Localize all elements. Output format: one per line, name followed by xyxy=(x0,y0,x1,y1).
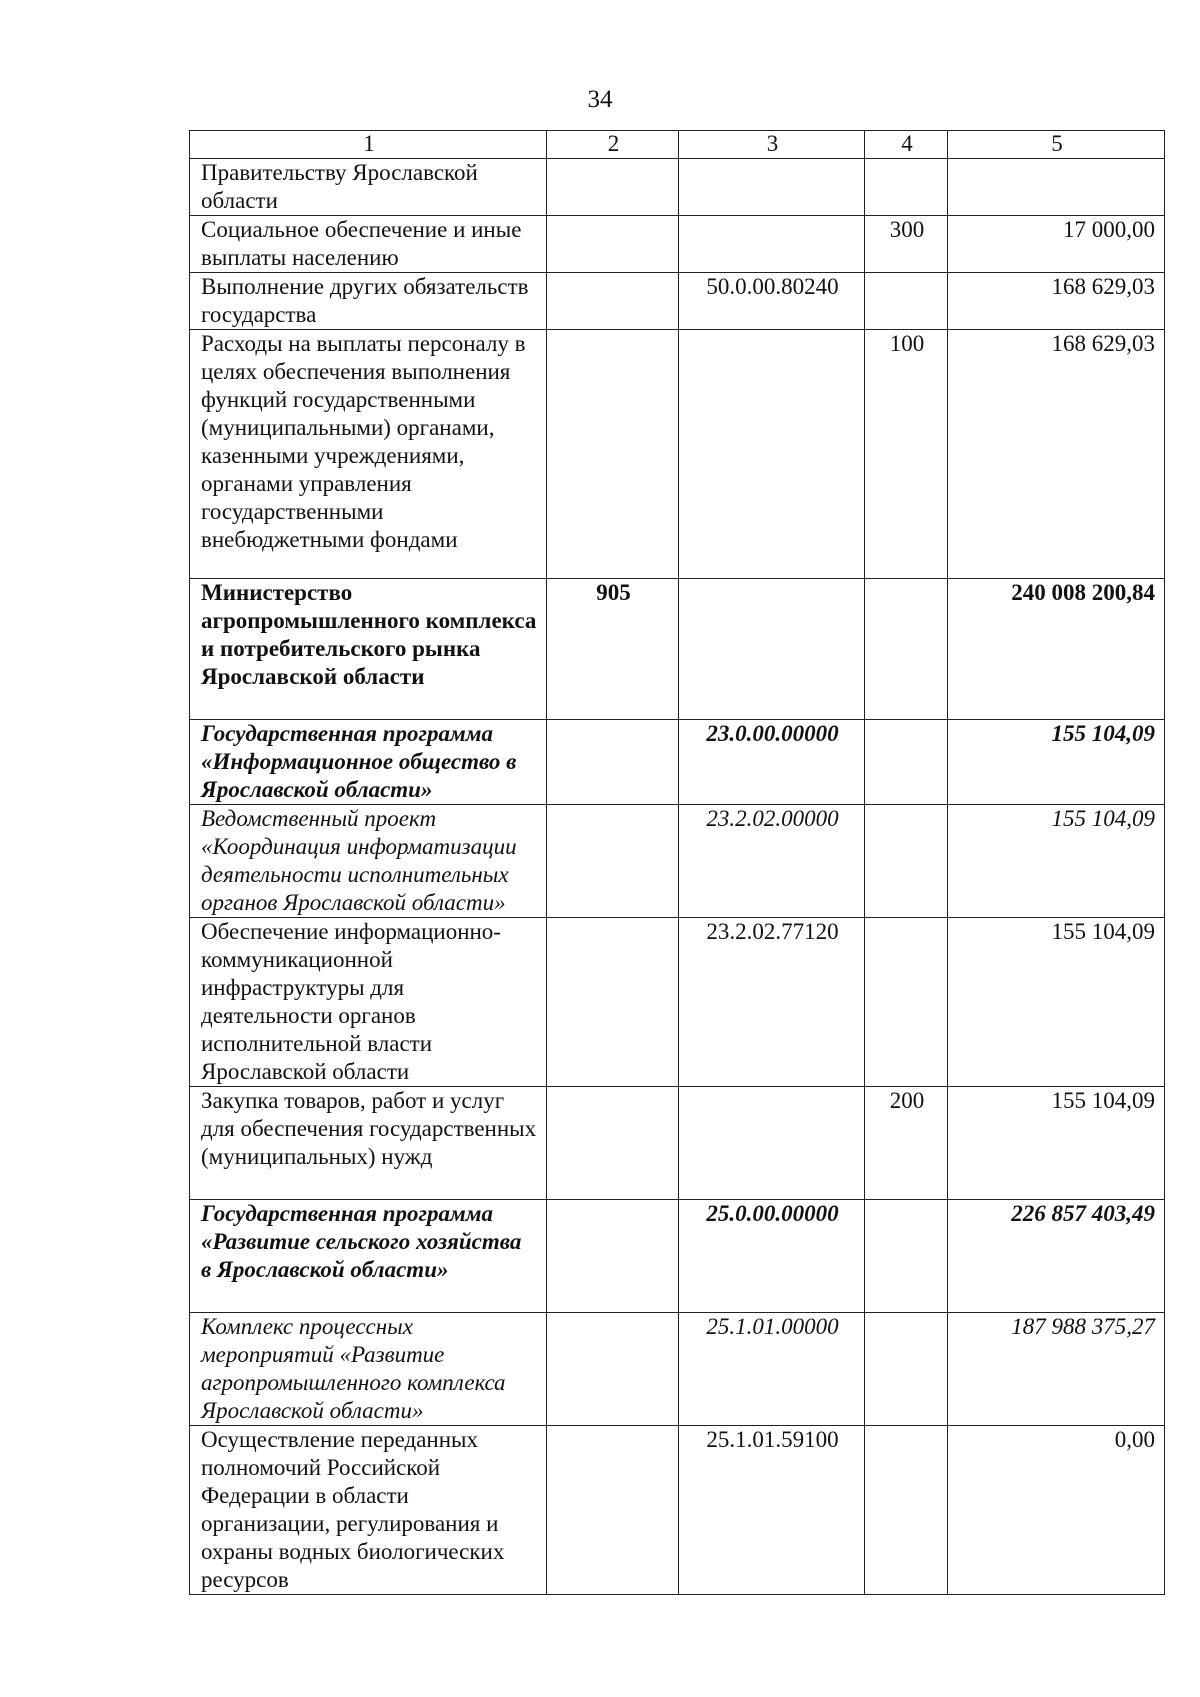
row-target-code xyxy=(679,579,865,720)
row-amount: 187 988 375,27 xyxy=(948,1313,1165,1426)
row-target-code xyxy=(679,1087,865,1200)
row-name: Осуществление переданных полномочий Российской Федерации в области организации, регулирования и охраны водных биологических ресурсов xyxy=(190,1426,547,1595)
row-dept-code xyxy=(547,216,679,273)
header-cell-1: 1 xyxy=(190,131,547,159)
row-expense-type xyxy=(865,1313,948,1426)
row-target-code: 25.0.00.00000 xyxy=(679,1200,865,1313)
row-expense-type xyxy=(865,918,948,1087)
row-dept-code xyxy=(547,1313,679,1426)
row-dept-code xyxy=(547,330,679,579)
row-expense-type: 300 xyxy=(865,216,948,273)
table-row xyxy=(190,273,1165,330)
row-amount: 0,00 xyxy=(948,1426,1165,1595)
row-amount: 155 104,09 xyxy=(948,805,1165,918)
table-row xyxy=(190,805,1165,918)
row-dept-code: 905 xyxy=(547,579,679,720)
row-expense-type: 200 xyxy=(865,1087,948,1200)
row-amount: 155 104,09 xyxy=(948,720,1165,805)
table-row xyxy=(190,216,1165,273)
table-row xyxy=(190,1313,1165,1426)
row-name: Государственная программа «Информационное общество в Ярославской области» xyxy=(190,720,547,805)
row-dept-code xyxy=(547,159,679,216)
row-target-code: 23.2.02.00000 xyxy=(679,805,865,918)
table-row xyxy=(190,579,1165,720)
budget-table xyxy=(189,130,1165,1595)
row-name: Ведомственный проект «Координация информатизации деятельности исполнительных органов Ярославской области» xyxy=(190,805,547,918)
row-dept-code xyxy=(547,273,679,330)
header-cell-2: 2 xyxy=(547,131,679,159)
row-name: Социальное обеспечение и иные выплаты населению xyxy=(190,216,547,273)
row-expense-type xyxy=(865,805,948,918)
table-row xyxy=(190,330,1165,579)
row-expense-type xyxy=(865,1426,948,1595)
row-expense-type: 100 xyxy=(865,330,948,579)
table-row xyxy=(190,1087,1165,1200)
header-cell-3: 3 xyxy=(679,131,865,159)
table-row xyxy=(190,1200,1165,1313)
row-dept-code xyxy=(547,1200,679,1313)
row-expense-type xyxy=(865,720,948,805)
row-name: Государственная программа «Развитие сельского хозяйства в Ярославской области» xyxy=(190,1200,547,1313)
row-expense-type xyxy=(865,273,948,330)
row-target-code: 25.1.01.59100 xyxy=(679,1426,865,1595)
table-row xyxy=(190,720,1165,805)
row-target-code: 50.0.00.80240 xyxy=(679,273,865,330)
row-dept-code xyxy=(547,805,679,918)
row-target-code xyxy=(679,330,865,579)
header-cell-4: 4 xyxy=(865,131,948,159)
row-name: Правительству Ярославской области xyxy=(190,159,547,216)
table-row xyxy=(190,159,1165,216)
table-header-row xyxy=(190,131,1165,159)
row-name: Расходы на выплаты персоналу в целях обеспечения выполнения функций государственными (муниципальными) органами, казенными учреждениями, органами управления государственными внебюджетными фондами xyxy=(190,330,547,579)
row-dept-code xyxy=(547,720,679,805)
row-expense-type xyxy=(865,159,948,216)
row-amount: 17 000,00 xyxy=(948,216,1165,273)
row-target-code: 23.2.02.77120 xyxy=(679,918,865,1087)
row-amount: 155 104,09 xyxy=(948,918,1165,1087)
row-name: Закупка товаров, работ и услуг для обеспечения государственных (муниципальных) нужд xyxy=(190,1087,547,1200)
row-target-code xyxy=(679,216,865,273)
row-name: Выполнение других обязательств государства xyxy=(190,273,547,330)
row-target-code: 25.1.01.00000 xyxy=(679,1313,865,1426)
row-amount xyxy=(948,159,1165,216)
row-amount: 168 629,03 xyxy=(948,273,1165,330)
table-row xyxy=(190,1426,1165,1595)
row-target-code: 23.0.00.00000 xyxy=(679,720,865,805)
row-amount: 155 104,09 xyxy=(948,1087,1165,1200)
row-dept-code xyxy=(547,918,679,1087)
table-row xyxy=(190,918,1165,1087)
row-expense-type xyxy=(865,579,948,720)
row-amount: 168 629,03 xyxy=(948,330,1165,579)
row-name: Комплекс процессных мероприятий «Развитие агропромышленного комплекса Ярославской области» xyxy=(190,1313,547,1426)
row-expense-type xyxy=(865,1200,948,1313)
row-amount: 240 008 200,84 xyxy=(948,579,1165,720)
row-dept-code xyxy=(547,1426,679,1595)
header-cell-5: 5 xyxy=(948,131,1165,159)
row-name: Обеспечение информационно-коммуникационной инфраструктуры для деятельности органов исполнительной власти Ярославской области xyxy=(190,918,547,1087)
row-name: Министерство агропромышленного комплекса и потребительского рынка Ярославской области xyxy=(190,579,547,720)
row-target-code xyxy=(679,159,865,216)
page-number: 34 xyxy=(587,86,613,113)
row-dept-code xyxy=(547,1087,679,1200)
row-amount: 226 857 403,49 xyxy=(948,1200,1165,1313)
